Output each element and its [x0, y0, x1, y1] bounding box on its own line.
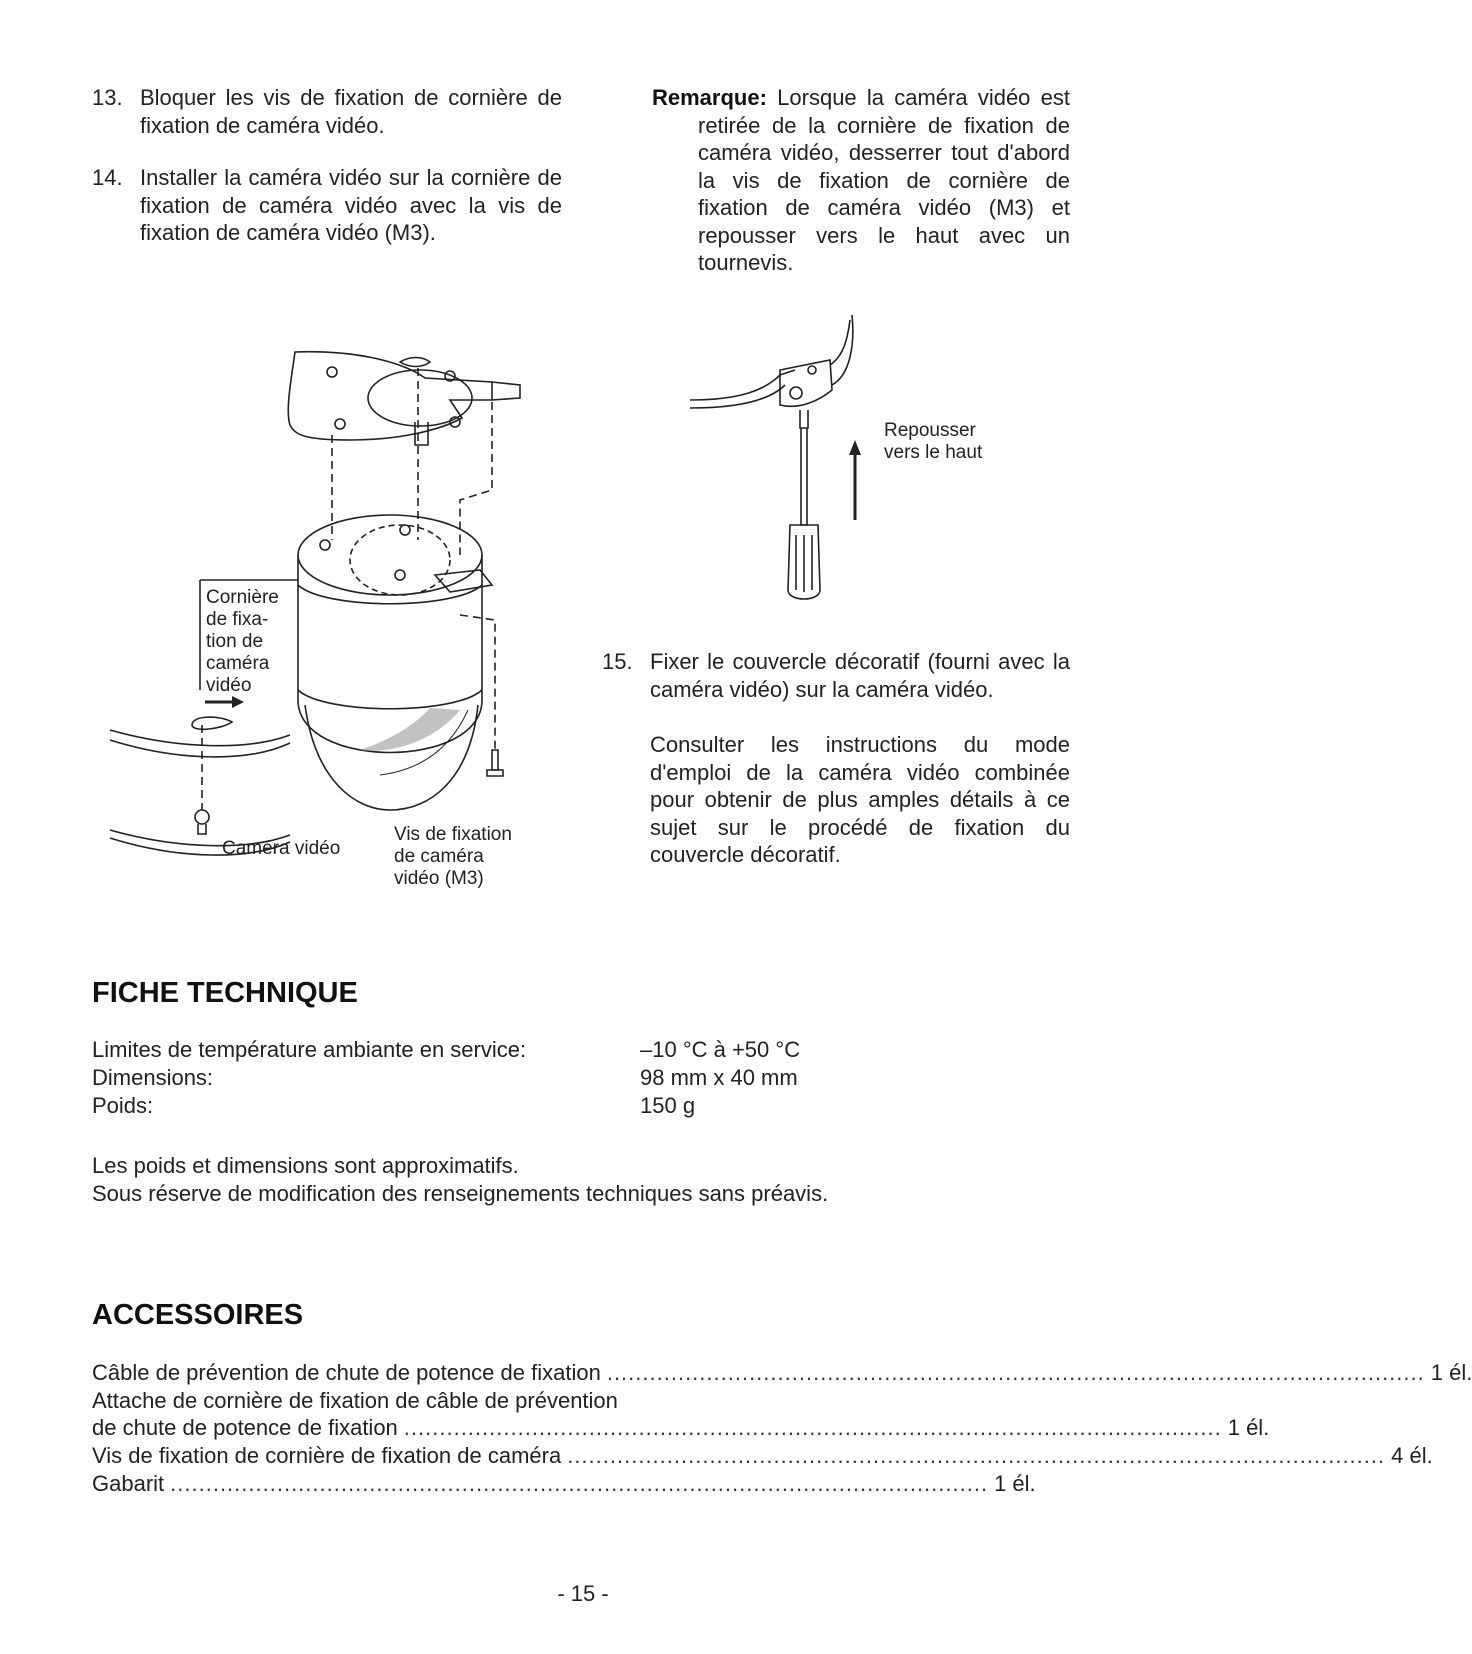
accessory-name: Câble de prévention de chute de potence de fixation	[92, 1360, 601, 1385]
label-line: Repousser	[884, 420, 976, 441]
label-line: Cornière	[206, 587, 279, 608]
specs-note: Les poids et dimensions sont approximatifs.	[92, 1153, 519, 1178]
spec-row	[92, 1064, 852, 1092]
accessory-qty: 1 él.	[1430, 1360, 1472, 1385]
label-line: de fixa-	[206, 609, 269, 630]
accessory-qty: 1 él.	[1227, 1415, 1270, 1440]
label-push-up	[884, 420, 982, 464]
remark-block	[652, 84, 1070, 277]
label-line: tion de	[206, 631, 264, 652]
remark	[652, 84, 1070, 277]
page-number: - 15 -	[557, 1581, 609, 1606]
step-text: Installer la caméra vidéo sur la cornière de fixation de caméra vidéo avec la vis de fixation de caméra vidéo (M3).	[140, 165, 562, 245]
accessories-title: ACCESSOIRES	[92, 1299, 304, 1331]
specs-note: Sous réserve de modification des renseignements techniques sans préavis.	[92, 1181, 829, 1206]
accessory-item	[92, 1470, 1036, 1498]
spec-row	[92, 1092, 852, 1120]
label-line: caméra	[206, 653, 270, 674]
label-camera: Caméra vidéo	[222, 838, 341, 859]
spec-value: 150 g	[640, 1093, 696, 1118]
step-number: 14.	[92, 165, 123, 190]
accessory-item	[92, 1359, 1472, 1387]
spec-value: 98 mm x 40 mm	[640, 1065, 798, 1090]
camera-mount-diagram	[100, 330, 560, 910]
spec-value: –10 °C à +50 °C	[640, 1037, 801, 1062]
label-screw	[394, 824, 512, 890]
remark-label: Remarque:	[652, 85, 767, 110]
accessory-name-line: Attache de cornière de fixation de câble de prévention	[92, 1388, 618, 1413]
accessory-qty: 4 él.	[1391, 1443, 1433, 1468]
label-line: Vis de fixation	[394, 824, 512, 845]
accessory-name: Vis de fixation de cornière de fixation de caméra	[92, 1443, 562, 1468]
accessory-item	[92, 1442, 1433, 1470]
accessory-item	[92, 1414, 1270, 1442]
accessory-name: Gabarit	[92, 1471, 165, 1496]
leader-dots: ...................................................................................................................	[170, 1471, 989, 1496]
leader-dots: ...................................................................................................................	[403, 1415, 1222, 1440]
label-line: vers le haut	[884, 442, 983, 463]
step-text: Fixer le couvercle décoratif (fourni avec la caméra vidéo) sur la caméra vidéo.	[650, 649, 1070, 702]
label-line: vidéo (M3)	[394, 868, 484, 889]
step-text-detail: Consulter les instructions du mode d'emploi de la caméra vidéo combinée pour obtenir de plus amples détails à ce sujet sur le procédé de fixation du couvercle décoratif.	[650, 732, 1070, 867]
spec-label: Poids:	[92, 1093, 154, 1118]
label-line: vidéo	[206, 675, 252, 696]
remark-text: Lorsque la caméra vidéo est retirée de la cornière de fixation de caméra vidéo, desserrer tout d'abord la vis de fixation de cornière de fixation de caméra vidéo (M3) et repousser vers le haut avec un tournevis.	[698, 85, 1070, 275]
specs-title: FICHE TECHNIQUE	[92, 977, 358, 1009]
spec-label: Dimensions:	[92, 1065, 214, 1090]
leader-dots: ...................................................................................................................	[567, 1443, 1386, 1468]
accessory-name: de chute de potence de fixation	[92, 1415, 398, 1440]
spec-row	[92, 1036, 852, 1064]
step-number: 13.	[92, 85, 123, 110]
step-text: Bloquer les vis de fixation de cornière de fixation de caméra vidéo.	[140, 85, 562, 138]
label-line: de caméra	[394, 846, 484, 867]
accessory-qty: 1 él.	[994, 1471, 1036, 1496]
spec-label: Limites de température ambiante en service:	[92, 1037, 527, 1062]
leader-dots: ...................................................................................................................	[606, 1360, 1425, 1385]
label-bracket	[206, 587, 279, 697]
step-number: 15.	[602, 649, 633, 674]
